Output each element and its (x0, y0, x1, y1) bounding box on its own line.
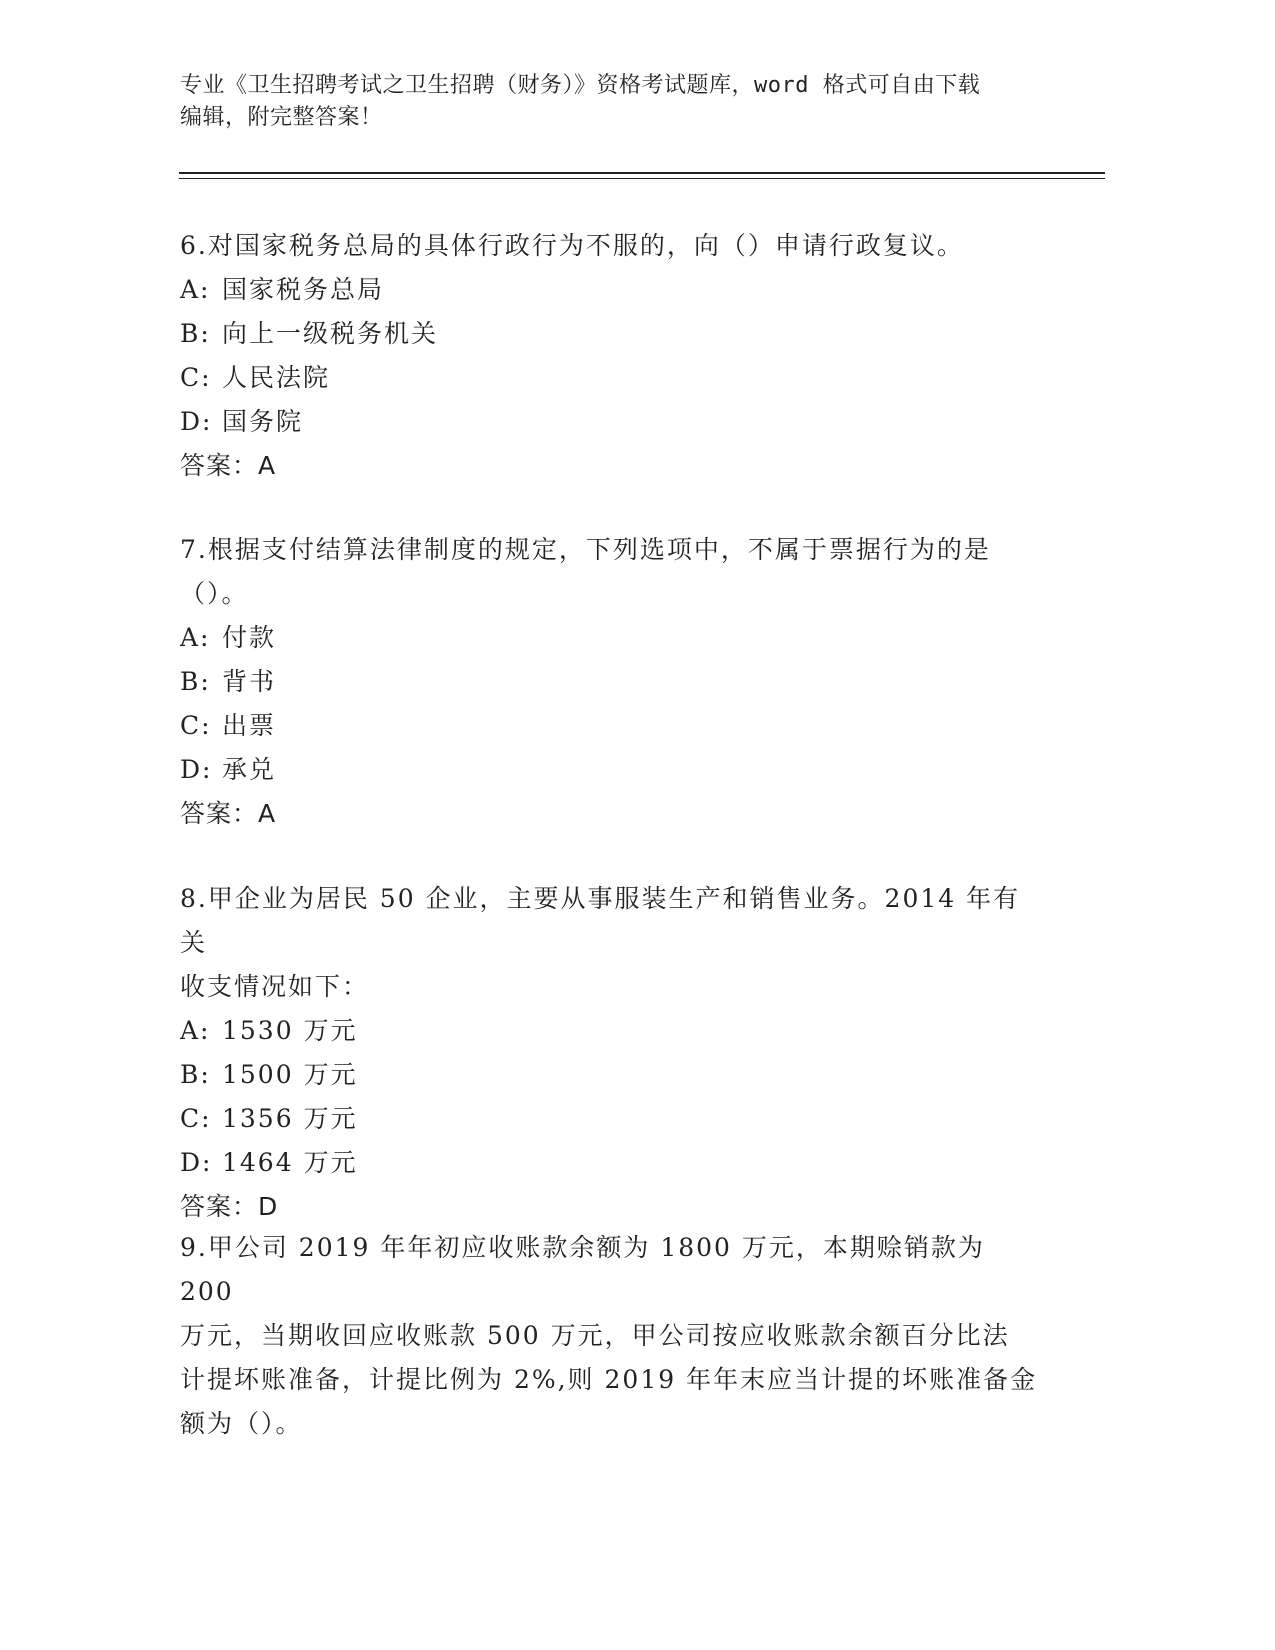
option-b (180, 1053, 1040, 1097)
option-label: A: (180, 1016, 211, 1045)
option-text: 1530 万元 (222, 1016, 358, 1045)
question-7 (180, 528, 1040, 836)
answer: 答案：A (180, 451, 277, 480)
option-label: C: (180, 711, 212, 740)
option-text: 背书 (222, 667, 277, 696)
option-label: A: (180, 275, 211, 304)
answer: 答案：A (180, 799, 277, 828)
option-label: D: (180, 1148, 213, 1177)
header-divider-thin (179, 178, 1105, 179)
option-label: B: (180, 1060, 211, 1089)
option-d (180, 400, 1040, 444)
question-stem-line-2: 收支情况如下： (180, 972, 370, 1001)
option-label: D: (180, 755, 213, 784)
header-title-line-2: 编辑，附完整答案！ (180, 105, 383, 130)
option-label: C: (180, 363, 212, 392)
option-d (180, 748, 1040, 792)
option-label: B: (180, 667, 211, 696)
question-stem-line-1: 9.甲公司 2019 年年初应收账款余额为 1800 万元，本期赊销款为 200 (180, 1233, 985, 1306)
question-stem-line-1: 8.甲企业为居民 50 企业，主要从事服装生产和销售业务。2014 年有关 (180, 884, 1021, 957)
question-stem-line-2: （）。 (180, 579, 249, 608)
question-8 (180, 877, 1040, 1229)
option-label: D: (180, 407, 213, 436)
option-label: C: (180, 1104, 212, 1133)
document-header (180, 70, 1050, 134)
option-b (180, 312, 1040, 356)
option-text: 向上一级税务机关 (222, 319, 439, 348)
option-label: B: (180, 319, 211, 348)
question-9 (180, 1226, 1040, 1446)
header-title-line-1: 专业《卫生招聘考试之卫生招聘（财务）》资格考试题库，word 格式可自由下载 (180, 73, 981, 98)
option-text: 出票 (222, 711, 277, 740)
option-label: A: (180, 623, 211, 652)
option-b (180, 660, 1040, 704)
option-text: 国务院 (222, 407, 304, 436)
question-stem: 6.对国家税务总局的具体行政行为不服的，向（）申请行政复议。 (180, 231, 964, 260)
option-c (180, 356, 1040, 400)
question-stem-line-4: 额为（）。 (180, 1409, 303, 1438)
option-text: 承兑 (222, 755, 277, 784)
answer: 答案：D (180, 1192, 279, 1221)
question-6 (180, 224, 1040, 488)
question-stem-line-3: 计提坏账准备，计提比例为 2%,则 2019 年年末应当计提的坏账准备金 (180, 1365, 1038, 1394)
option-d (180, 1141, 1040, 1185)
option-text: 国家税务总局 (222, 275, 385, 304)
option-a (180, 616, 1040, 660)
option-a (180, 268, 1040, 312)
option-text: 付款 (222, 623, 277, 652)
option-c (180, 1097, 1040, 1141)
option-text: 1356 万元 (222, 1104, 358, 1133)
option-text: 1464 万元 (222, 1148, 358, 1177)
option-text: 1500 万元 (222, 1060, 358, 1089)
option-c (180, 704, 1040, 748)
question-stem-line-2: 万元，当期收回应收账款 500 万元，甲公司按应收账款余额百分比法 (180, 1321, 1010, 1350)
option-text: 人民法院 (222, 363, 331, 392)
option-a (180, 1009, 1040, 1053)
header-divider-thick (179, 172, 1105, 174)
question-stem-line-1: 7.根据支付结算法律制度的规定，下列选项中，不属于票据行为的是 (180, 535, 991, 564)
